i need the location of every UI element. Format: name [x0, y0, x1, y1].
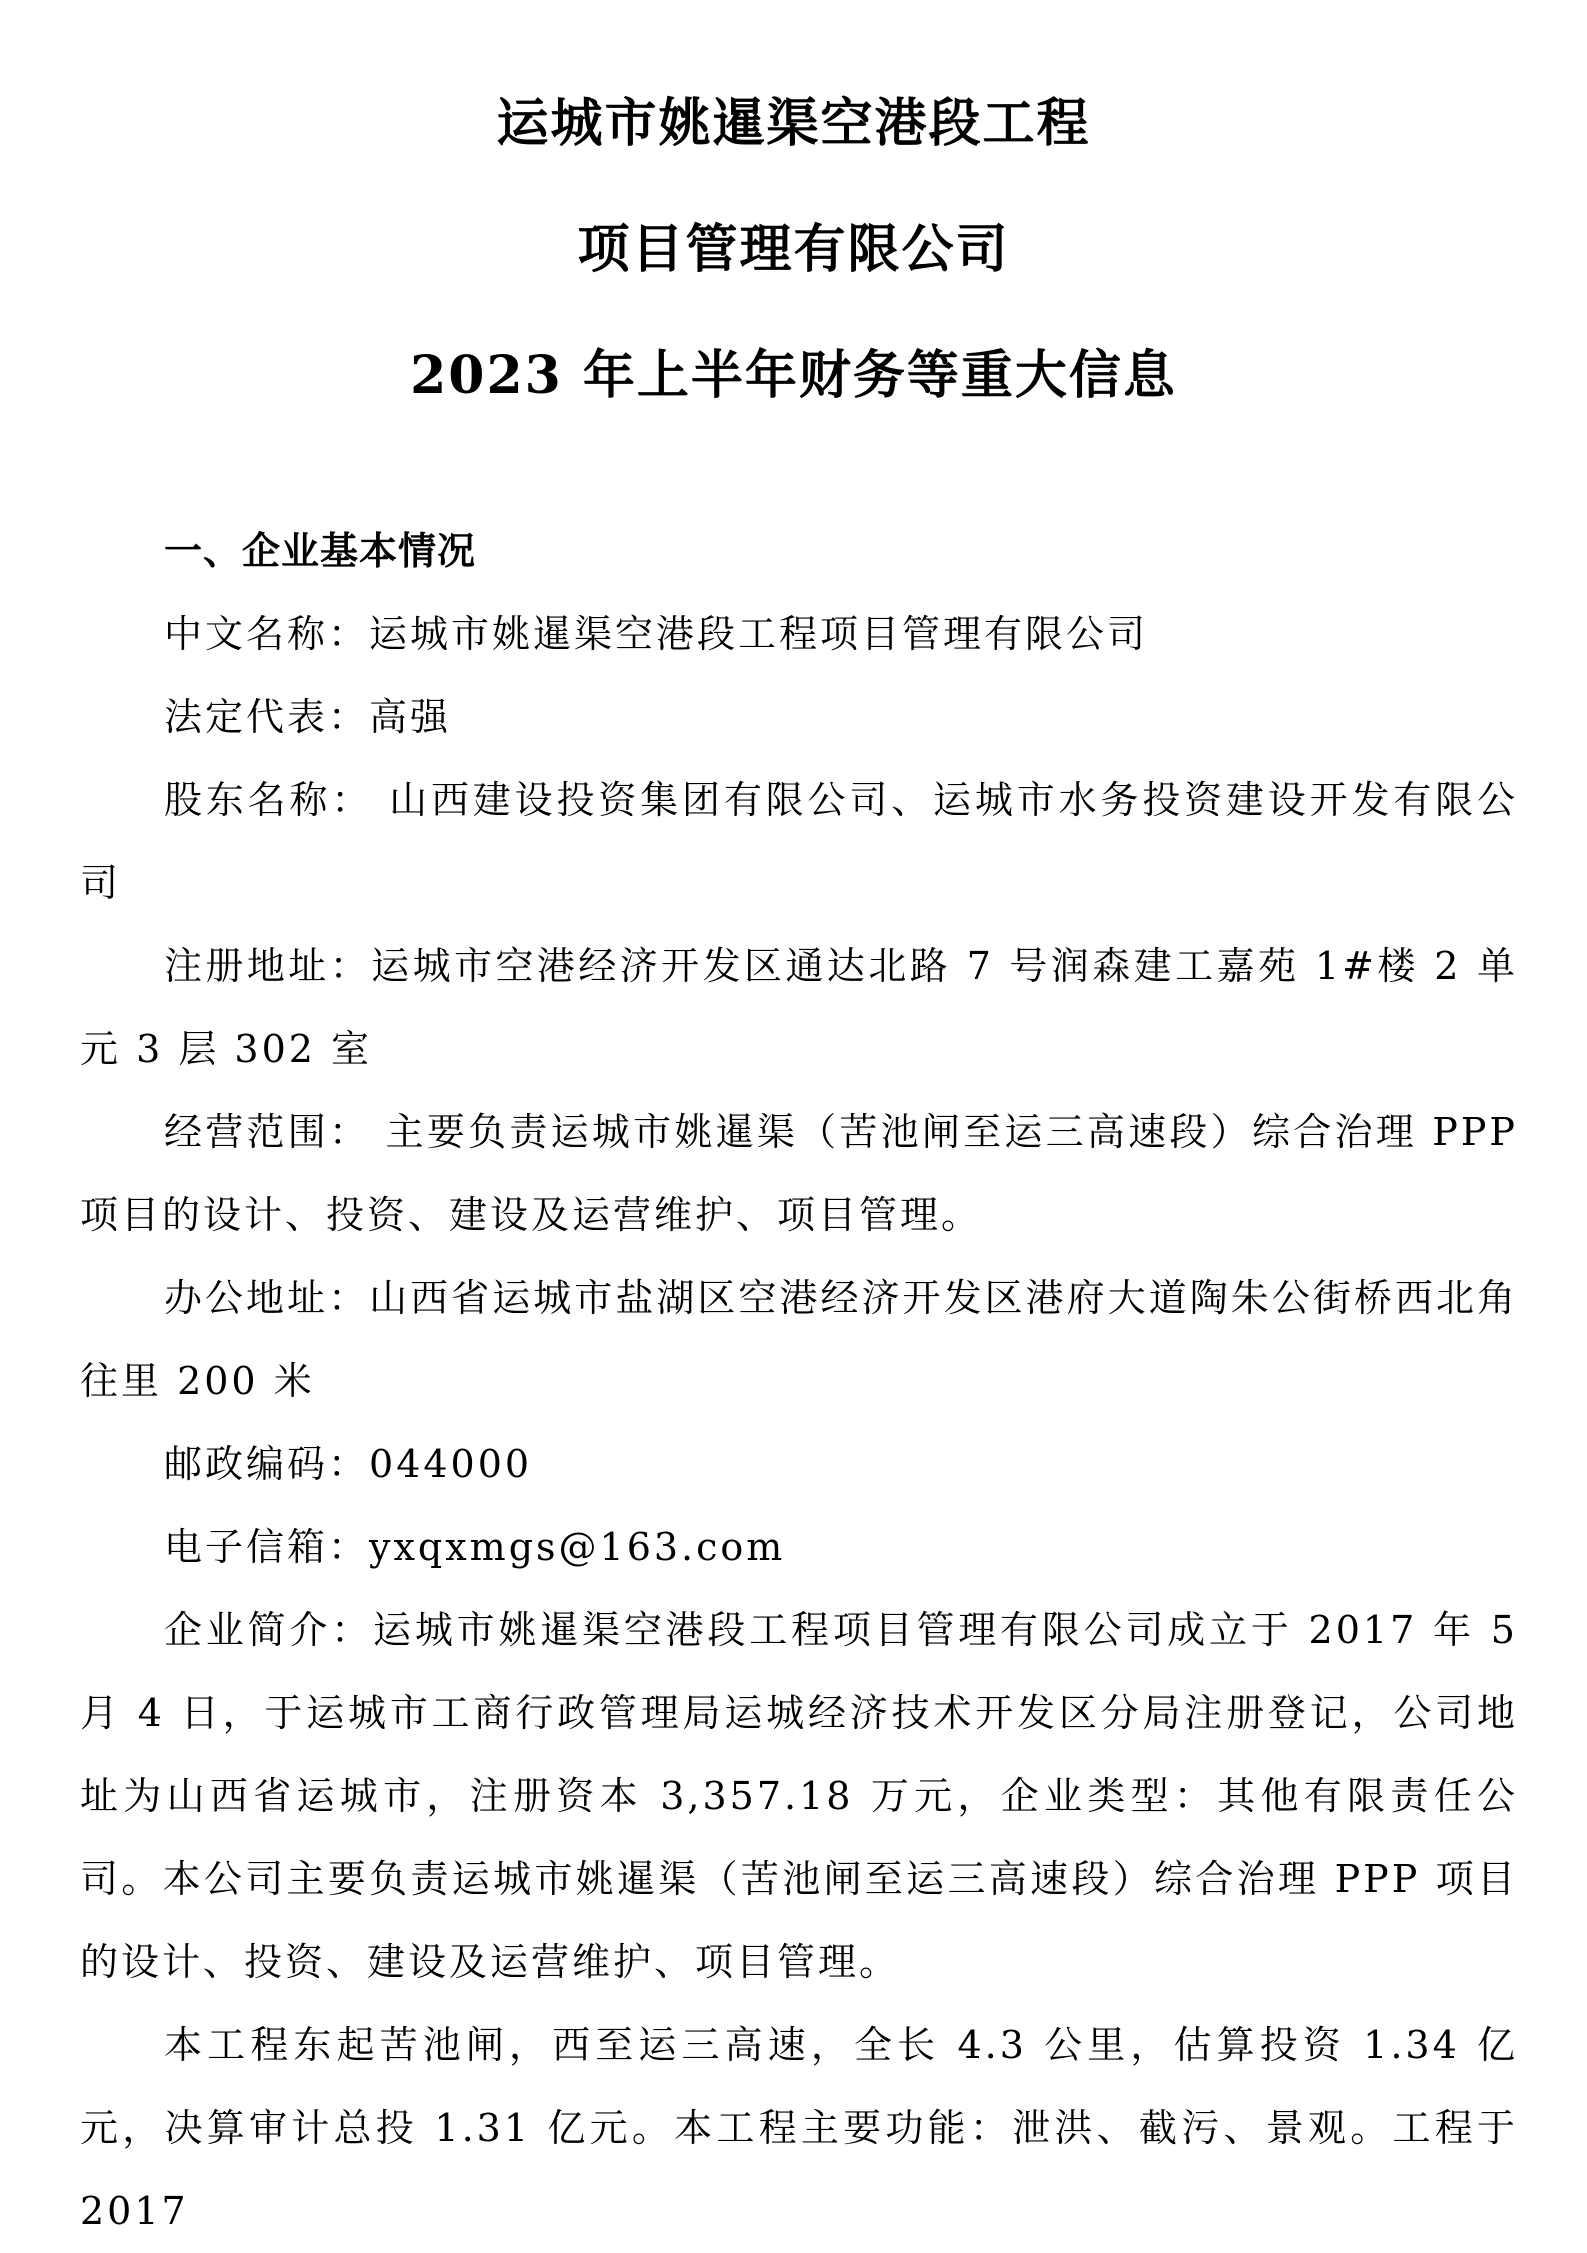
shareholders-label: 股东名称： — [164, 778, 374, 822]
document-title-line-2: 项目管理有限公司 — [577, 219, 1010, 280]
email-value: yxqxmgs@163.com — [369, 1525, 786, 1569]
intro-row — [80, 1589, 1518, 2004]
business-scope-row — [80, 1091, 1518, 1257]
reg-address-row — [80, 925, 1518, 1091]
chinese-name-label: 中文名称： — [164, 612, 370, 656]
legal-rep-label: 法定代表： — [164, 695, 370, 739]
postcode-value: 044000 — [369, 1442, 533, 1486]
shareholders-value: 山西建设投资集团有限公司、运城市水务投资建设开发有限公司 — [80, 778, 1518, 905]
document-title-line-1: 运城市姚暹渠空港段工程 — [496, 93, 1091, 154]
document-title-line-3: 2023 年上半年财务等重大信息 — [410, 345, 1177, 406]
postcode-label: 邮政编码： — [164, 1442, 370, 1486]
business-scope-label: 经营范围： — [164, 1110, 371, 1154]
reg-address-label: 注册地址： — [164, 944, 372, 988]
chinese-name-value: 运城市姚暹渠空港段工程项目管理有限公司 — [369, 612, 1149, 656]
office-address-value: 山西省运城市盐湖区空港经济开发区港府大道陶朱公街桥西北角往里 200 米 — [80, 1276, 1518, 1403]
postcode-row — [80, 1423, 1518, 1506]
section-heading-basic-info: 一、企业基本情况 — [164, 529, 477, 573]
legal-rep-row — [80, 676, 1518, 759]
email-label: 电子信箱： — [164, 1525, 370, 1569]
email-row — [80, 1506, 1518, 1589]
intro-value: 运城市姚暹渠空港段工程项目管理有限公司成立于 2017 年 5 月 4 日，于运城市工商行政管理局运城经济技术开发区分局注册登记，公司地址为山西省运城市，注册资本 3,357.18 万元，企业类型：其他有限责任公司。本公司主要负责运城市姚暹渠（苦池闸至运三高速段）综合治理 PPP 项目的设计、投资、建设及运营维护、项目管理。 — [80, 1608, 1518, 1984]
office-address-label: 办公地址： — [164, 1276, 370, 1320]
shareholders-row — [80, 759, 1518, 925]
business-scope-value: 主要负责运城市姚暹渠（苦池闸至运三高速段）综合治理 PPP 项目的设计、投资、建设及运营维护、项目管理。 — [80, 1110, 1518, 1237]
legal-rep-value: 高强 — [369, 695, 452, 739]
chinese-name-row — [80, 593, 1518, 676]
document-body — [80, 510, 1518, 2253]
reg-address-value: 运城市空港经济开发区通达北路 7 号润森建工嘉苑 1#楼 2 单元 3 层 302 室 — [80, 944, 1518, 1071]
office-address-row — [80, 1257, 1518, 1423]
project-desc-paragraph: 本工程东起苦池闸，西至运三高速，全长 4.3 公里，估算投资 1.34 亿元，决算审计总投 1.31 亿元。本工程主要功能：泄洪、截污、景观。工程于 2017 — [80, 2023, 1518, 2233]
intro-label: 企业简介： — [164, 1608, 374, 1652]
